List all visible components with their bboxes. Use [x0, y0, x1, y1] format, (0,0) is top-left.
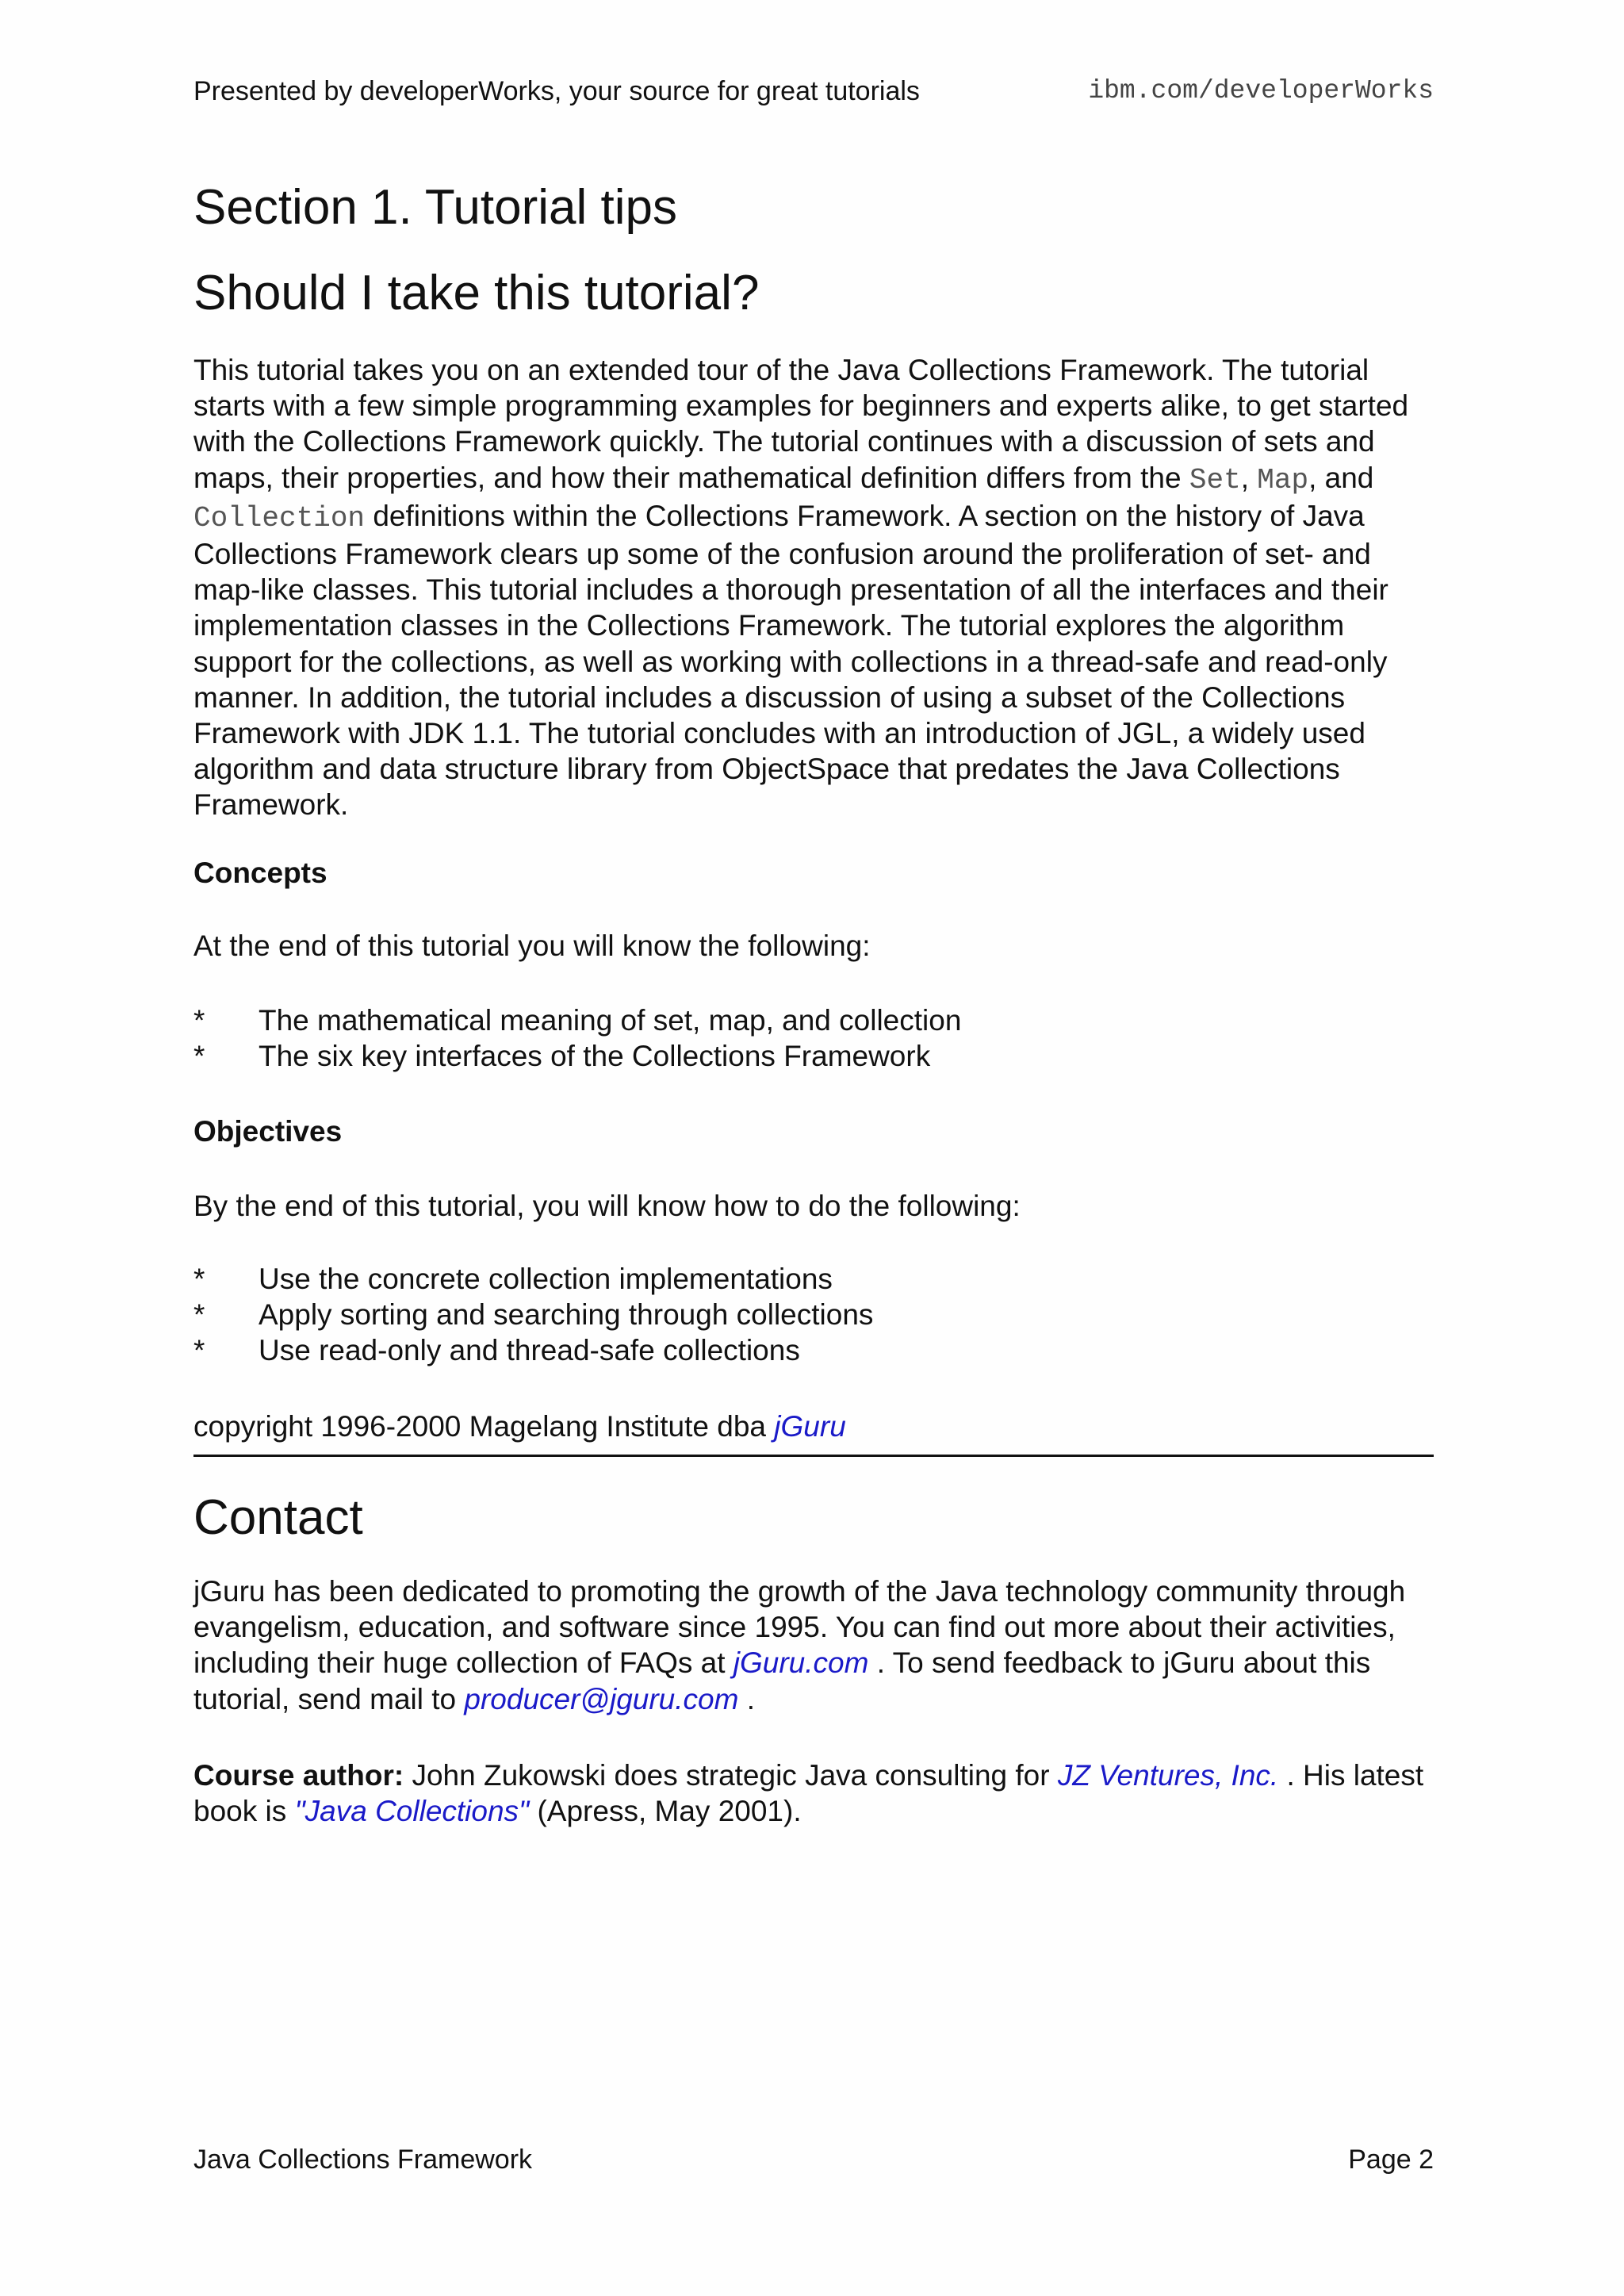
author-paragraph — [193, 1757, 1434, 1829]
java-collections-book-link[interactable]: "Java Collections" — [294, 1795, 530, 1828]
bullet-marker: * — [193, 1298, 205, 1332]
code-map: Map — [1257, 463, 1309, 496]
code-set: Set — [1189, 463, 1241, 496]
code-collection: Collection — [193, 501, 366, 535]
intro-paragraph — [193, 352, 1434, 823]
horizontal-divider — [193, 1455, 1434, 1457]
jz-ventures-link[interactable]: JZ Ventures, Inc. — [1057, 1759, 1279, 1792]
contact-text-1: jGuru has been dedicated to promoting the growth of the Java technology community through evangelism, education, and software since 1995. You can find out more about their activities, including their huge collection of FAQs at — [193, 1575, 1406, 1680]
contact-heading: Contact — [193, 1490, 363, 1545]
producer-email-link[interactable]: producer@jguru.com — [464, 1682, 739, 1715]
concepts-list — [193, 1002, 1434, 1074]
footer-title: Java Collections Framework — [193, 2145, 533, 2175]
bullet-marker: * — [193, 1040, 205, 1073]
jguru-com-link[interactable]: jGuru.com — [733, 1646, 869, 1680]
document-page — [193, 0, 1434, 2296]
list-item-text: The mathematical meaning of set, map, and collection — [259, 1004, 962, 1037]
page-header — [193, 76, 1434, 111]
objectives-intro: By the end of this tutorial, you will know how to do the following: — [193, 1190, 1021, 1222]
bullet-marker: * — [193, 1263, 205, 1295]
contact-paragraph — [193, 1573, 1434, 1717]
contact-text-3: . — [738, 1682, 755, 1715]
bullet-marker: * — [193, 1004, 205, 1037]
list-item — [193, 1297, 1434, 1332]
concepts-intro: At the end of this tutorial you will know the following: — [193, 930, 871, 962]
subtitle: Should I take this tutorial? — [193, 266, 760, 320]
list-item — [193, 1332, 1434, 1368]
list-item-text: Use read-only and thread-safe collections — [259, 1334, 800, 1367]
intro-separator-2: , and — [1308, 461, 1374, 494]
bullet-marker: * — [193, 1334, 205, 1367]
author-text-2: . His latest book is — [193, 1759, 1424, 1828]
author-label: Course author: — [193, 1759, 404, 1792]
page-number: Page 2 — [1348, 2145, 1434, 2175]
section-title: Section 1. Tutorial tips — [193, 180, 677, 235]
list-item-text: The six key interfaces of the Collections Framework — [259, 1040, 931, 1073]
list-item — [193, 1261, 1434, 1297]
copyright-text: copyright 1996-2000 Magelang Institute dba — [193, 1410, 775, 1443]
intro-separator-1: , — [1240, 461, 1258, 494]
author-text-3: (Apress, May 2001). — [529, 1795, 802, 1828]
jguru-link[interactable]: jGuru — [774, 1410, 846, 1443]
objectives-list — [193, 1261, 1434, 1369]
author-text-1: John Zukowski does strategic Java consulting for — [404, 1759, 1058, 1792]
concepts-heading: Concepts — [193, 857, 327, 889]
intro-text-part1: This tutorial takes you on an extended tour of the Java Collections Framework. The tutorial starts with a few simple programming examples for beginners and experts alike, to get started with the Collections Framework quickly. The tutorial continues with a discussion of sets and maps, their properties, and how their mathematical definition differs from the — [193, 354, 1409, 494]
list-item-text: Apply sorting and searching through collections — [259, 1298, 874, 1332]
intro-text-part2: definitions within the Collections Framework. A section on the history of Java Collections Framework clears up some of the confusion around the proliferation of set- and map-like classes. This tutorial includes a thorough presentation of all the interfaces and their implementation classes in the Collections Framework. The tutorial explores the algorithm support for the collections, as well as working with collections in a thread-safe and read-only manner. In addition, the tutorial includes a discussion of using a subset of the Collections Framework with JDK 1.1. The tutorial concludes with an introduction of JGL, a widely used algorithm and data structure library from ObjectSpace that predates the Java Collections Framework. — [193, 499, 1388, 822]
list-item — [193, 1002, 1434, 1038]
contact-text-2: . To send feedback to jGuru about this tutorial, send mail to — [193, 1646, 1371, 1715]
copyright-line — [193, 1409, 1434, 1444]
header-site-url: ibm.com/developerWorks — [1088, 76, 1434, 105]
header-publisher-text: Presented by developerWorks, your source for great tutorials — [193, 76, 920, 106]
list-item-text: Use the concrete collection implementations — [259, 1263, 833, 1295]
objectives-heading: Objectives — [193, 1115, 343, 1148]
list-item — [193, 1038, 1434, 1074]
